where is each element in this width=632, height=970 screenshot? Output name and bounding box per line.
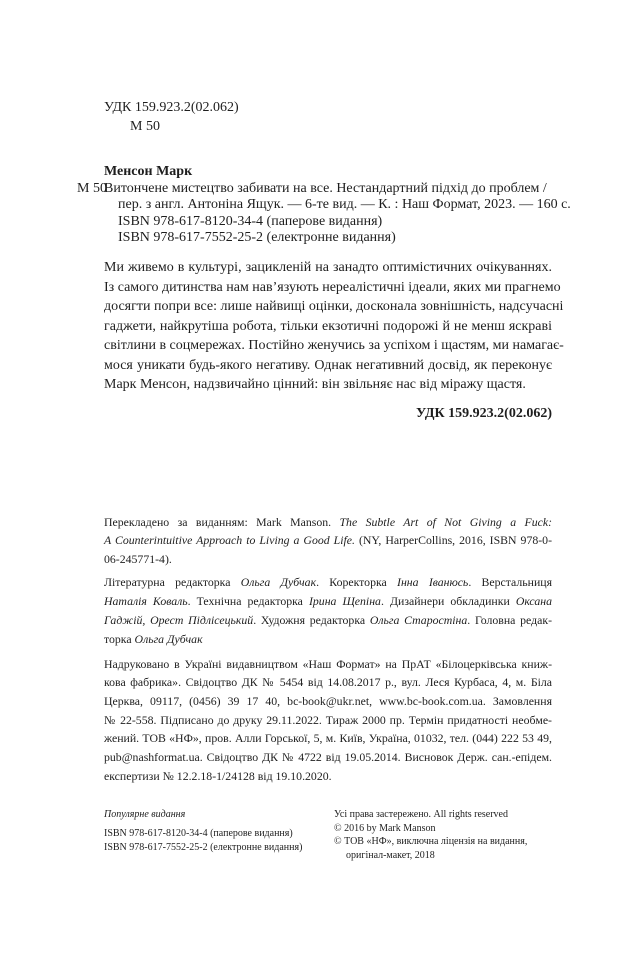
edition-type: Популярне видання	[104, 809, 186, 820]
printing-line: Церква, 09117, (0456) 39 17 40, bc-book@ukr.net, www.bc-book.com.ua. Замовлення	[104, 694, 552, 708]
credit-person: Ольга Дубчак	[134, 631, 203, 646]
credits-line	[104, 573, 552, 592]
credit-role: . Коректорка	[316, 574, 398, 589]
credit-role: . Технічна редакторка	[187, 593, 309, 608]
annotation-line: Ми живемо в культурі, зацикленій на занадто оптимістичних очікуваннях.	[104, 260, 552, 275]
annotation-line: досягти попри все: лише найвищі оцінки, досконала зовнішність, надсучасні	[104, 299, 564, 314]
credit-role: . Художня редакторка	[253, 612, 370, 627]
credit-person: Ольга Дубчак	[240, 574, 317, 589]
credit-person: Наталія Коваль	[104, 593, 188, 608]
annotation-line: гаджети, найкрутіша робота, тільки екзотичні подорожі й не менш яскраві	[104, 318, 552, 334]
author-name: Менсон Марк	[104, 164, 193, 179]
copyright-publisher: © ТОВ «НФ», виключна ліцензія на видання,	[334, 836, 528, 848]
original-title: The Subtle Art of Not Giving a Fuck:	[339, 514, 552, 529]
credit-role: . Головна редак-	[467, 612, 553, 627]
translation-note	[104, 513, 552, 569]
isbn-print: ISBN 978-617-8120-34-4 (паперове видання)	[118, 213, 383, 229]
author-sign-margin: М 50	[77, 180, 107, 196]
credits-line	[104, 611, 552, 630]
printing-line: жений. ТОВ «НФ», пров. Алли Горської, 5, м. Київ, Україна, 01032, тел. (044) 222 53 49,	[104, 731, 552, 746]
credits-line	[104, 592, 552, 611]
printing-line: експертизи № 12.2.18-1/24128 від 19.10.2020.	[104, 768, 332, 783]
credit-person: Ірина Щепіна	[308, 593, 381, 608]
credit-person: Гаджій, Орест Підлісецький	[104, 612, 254, 627]
book-title: Витончене мистецтво забивати на все. Нестандартний підхід до проблем /	[104, 180, 547, 196]
translation-line	[104, 531, 552, 550]
copyright-author: © 2016 by Mark Manson	[334, 822, 436, 834]
annotation-line: світлини в соцмережах. Постійно женучись за успіхом і щастям, ми намагає-	[104, 338, 564, 353]
credit-person: Оксана	[515, 593, 552, 608]
udc-code-bold: УДК 159.923.2(02.062)	[416, 406, 552, 421]
translation-line	[104, 550, 552, 569]
title-line	[77, 180, 552, 198]
footer-right	[334, 808, 527, 863]
printing-line: Надруковано в Україні видавництвом «Наш Формат» на ПрАТ «Білоцерківська книж-	[104, 656, 552, 671]
isbn-electronic: ISBN 978-617-7552-25-2 (електронне видання)	[118, 230, 396, 245]
credit-person: Ольга Старостіна	[369, 612, 468, 627]
editorial-credits	[104, 573, 552, 649]
bibliographic-record	[77, 164, 571, 247]
printing-line: № 22-558. Підписано до друку 29.11.2022. Тираж 2000 пр. Термін придатності необме-	[104, 712, 552, 727]
printing-line: кова фабрика». Свідоцтво ДК № 5454 від 14.08.2017 р., вул. Леся Курбаса, 4, м. Біла	[104, 675, 552, 690]
translation-text: 06-245771-4).	[104, 551, 172, 566]
rights-notice: Усі права застережено. All rights reserved	[334, 809, 508, 820]
edition-line: пер. з англ. Антоніна Ящук. — 6-те вид. — К. : Наш Формат, 2023. — 160 с.	[118, 197, 571, 212]
translation-line	[104, 513, 552, 532]
annotation-paragraph	[104, 258, 564, 395]
annotation-line: мося уникати будь-якого негативу. Однак негативний досвід, як переконує	[104, 357, 552, 373]
credit-person: Інна Іванюсь	[397, 574, 469, 589]
credit-role: торка	[104, 631, 135, 646]
annotation-line: Марк Менсон, надзвичайно цінний: він звільняє нас від міражу щастя.	[104, 377, 526, 392]
footer-isbn-print: ISBN 978-617-8120-34-4 (паперове видання)	[104, 828, 293, 839]
credit-role: . Верстальниця	[468, 574, 553, 589]
credits-line	[104, 630, 552, 649]
original-subtitle: A Counterintuitive Approach to Living a Good Life.	[104, 533, 355, 548]
footer-isbn-electronic: ISBN 978-617-7552-25-2 (електронне видання)	[104, 842, 303, 853]
udc-code-top: УДК 159.923.2(02.062)	[104, 100, 239, 115]
credit-role: . Дизайнери обкладинки	[380, 593, 516, 608]
copyright-publisher-cont: оригінал-макет, 2018	[346, 850, 435, 862]
annotation-line: Із самого дитинства нам нав’язують нереалістичні ідеали, яких ми прагнемо	[104, 279, 561, 295]
footer-left	[104, 808, 302, 855]
printing-line: pub@nashformat.ua. Свідоцтво ДК № 4722 від 19.05.2014. Висновок Держ. сан.-епідем.	[104, 750, 552, 765]
author-sign-top: М 50	[130, 119, 160, 134]
translation-text: Перекладено за виданням: Mark Manson.	[104, 514, 340, 529]
printing-info	[104, 655, 552, 786]
translation-text: (NY, HarperCollins, 2016, ISBN 978-0-	[354, 533, 553, 548]
credit-role: Літературна редакторка	[104, 574, 241, 589]
